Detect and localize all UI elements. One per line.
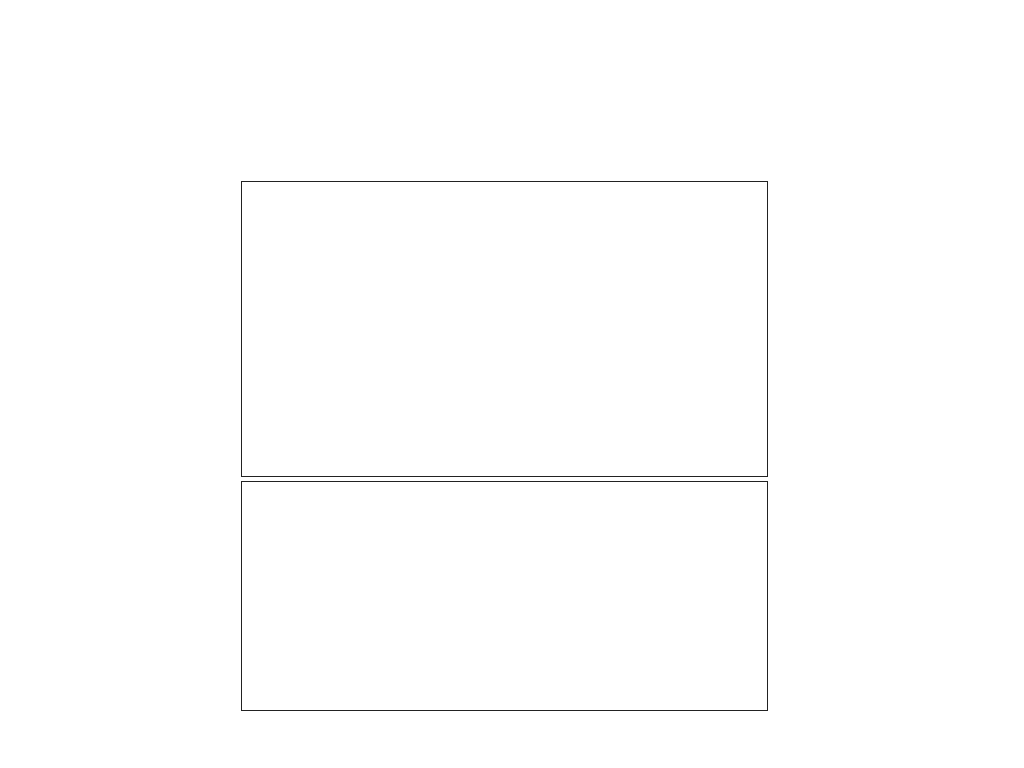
author-pairs-table <box>241 481 768 711</box>
topic-words-table <box>241 181 768 477</box>
